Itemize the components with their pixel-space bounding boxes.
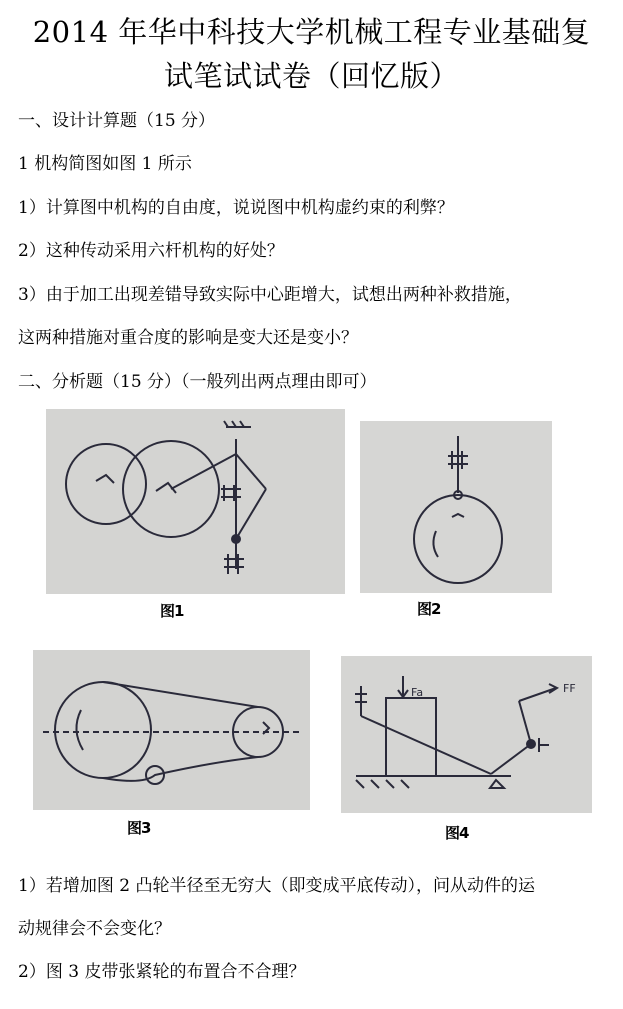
figure-1-photo [46, 409, 345, 594]
figure-4-photo [341, 656, 592, 813]
figure-4-caption: 图4 [445, 824, 469, 842]
section1-question-1: 1）计算图中机构的自由度，说说图中机构虚约束的利弊？ [18, 198, 454, 218]
exam-title-line1: 2014 年华中科技大学机械工程专业基础复 [32, 15, 591, 49]
figure-1-caption: 图1 [160, 602, 184, 620]
section2-question-1-line1: 1）若增加图 2 凸轮半径至无穷大（即变成平底传动），问从动件的运 [18, 876, 535, 896]
section2-heading: 二、分析题（15 分）（一般列出两点理由即可） [18, 372, 377, 392]
figure-3-photo [33, 650, 310, 810]
figure-3-caption: 图3 [127, 819, 151, 837]
section1-question-2: 2）这种传动采用六杆机构的好处？ [18, 241, 284, 261]
figure-4-label-ff: FF [563, 682, 576, 695]
figure-2-caption: 图2 [417, 600, 441, 618]
exam-title-line2: 试笔试试卷（回忆版） [163, 59, 459, 93]
figure-2-photo [360, 421, 552, 593]
figure-4-label-fa: Fa [411, 686, 424, 699]
section1-heading: 一、设计计算题（15 分） [18, 111, 216, 131]
section1-item: 1 机构简图如图 1 所示 [18, 154, 192, 174]
section2-question-2: 2）图 3 皮带张紧轮的布置合不合理？ [18, 962, 306, 982]
section2-question-1-line2: 动规律会不会变化？ [18, 919, 171, 939]
section1-question-3-line2: 这两种措施对重合度的影响是变大还是变小？ [18, 328, 358, 348]
section1-question-3-line1: 3）由于加工出现差错导致实际中心距增大，试想出两种补救措施， [18, 285, 522, 305]
